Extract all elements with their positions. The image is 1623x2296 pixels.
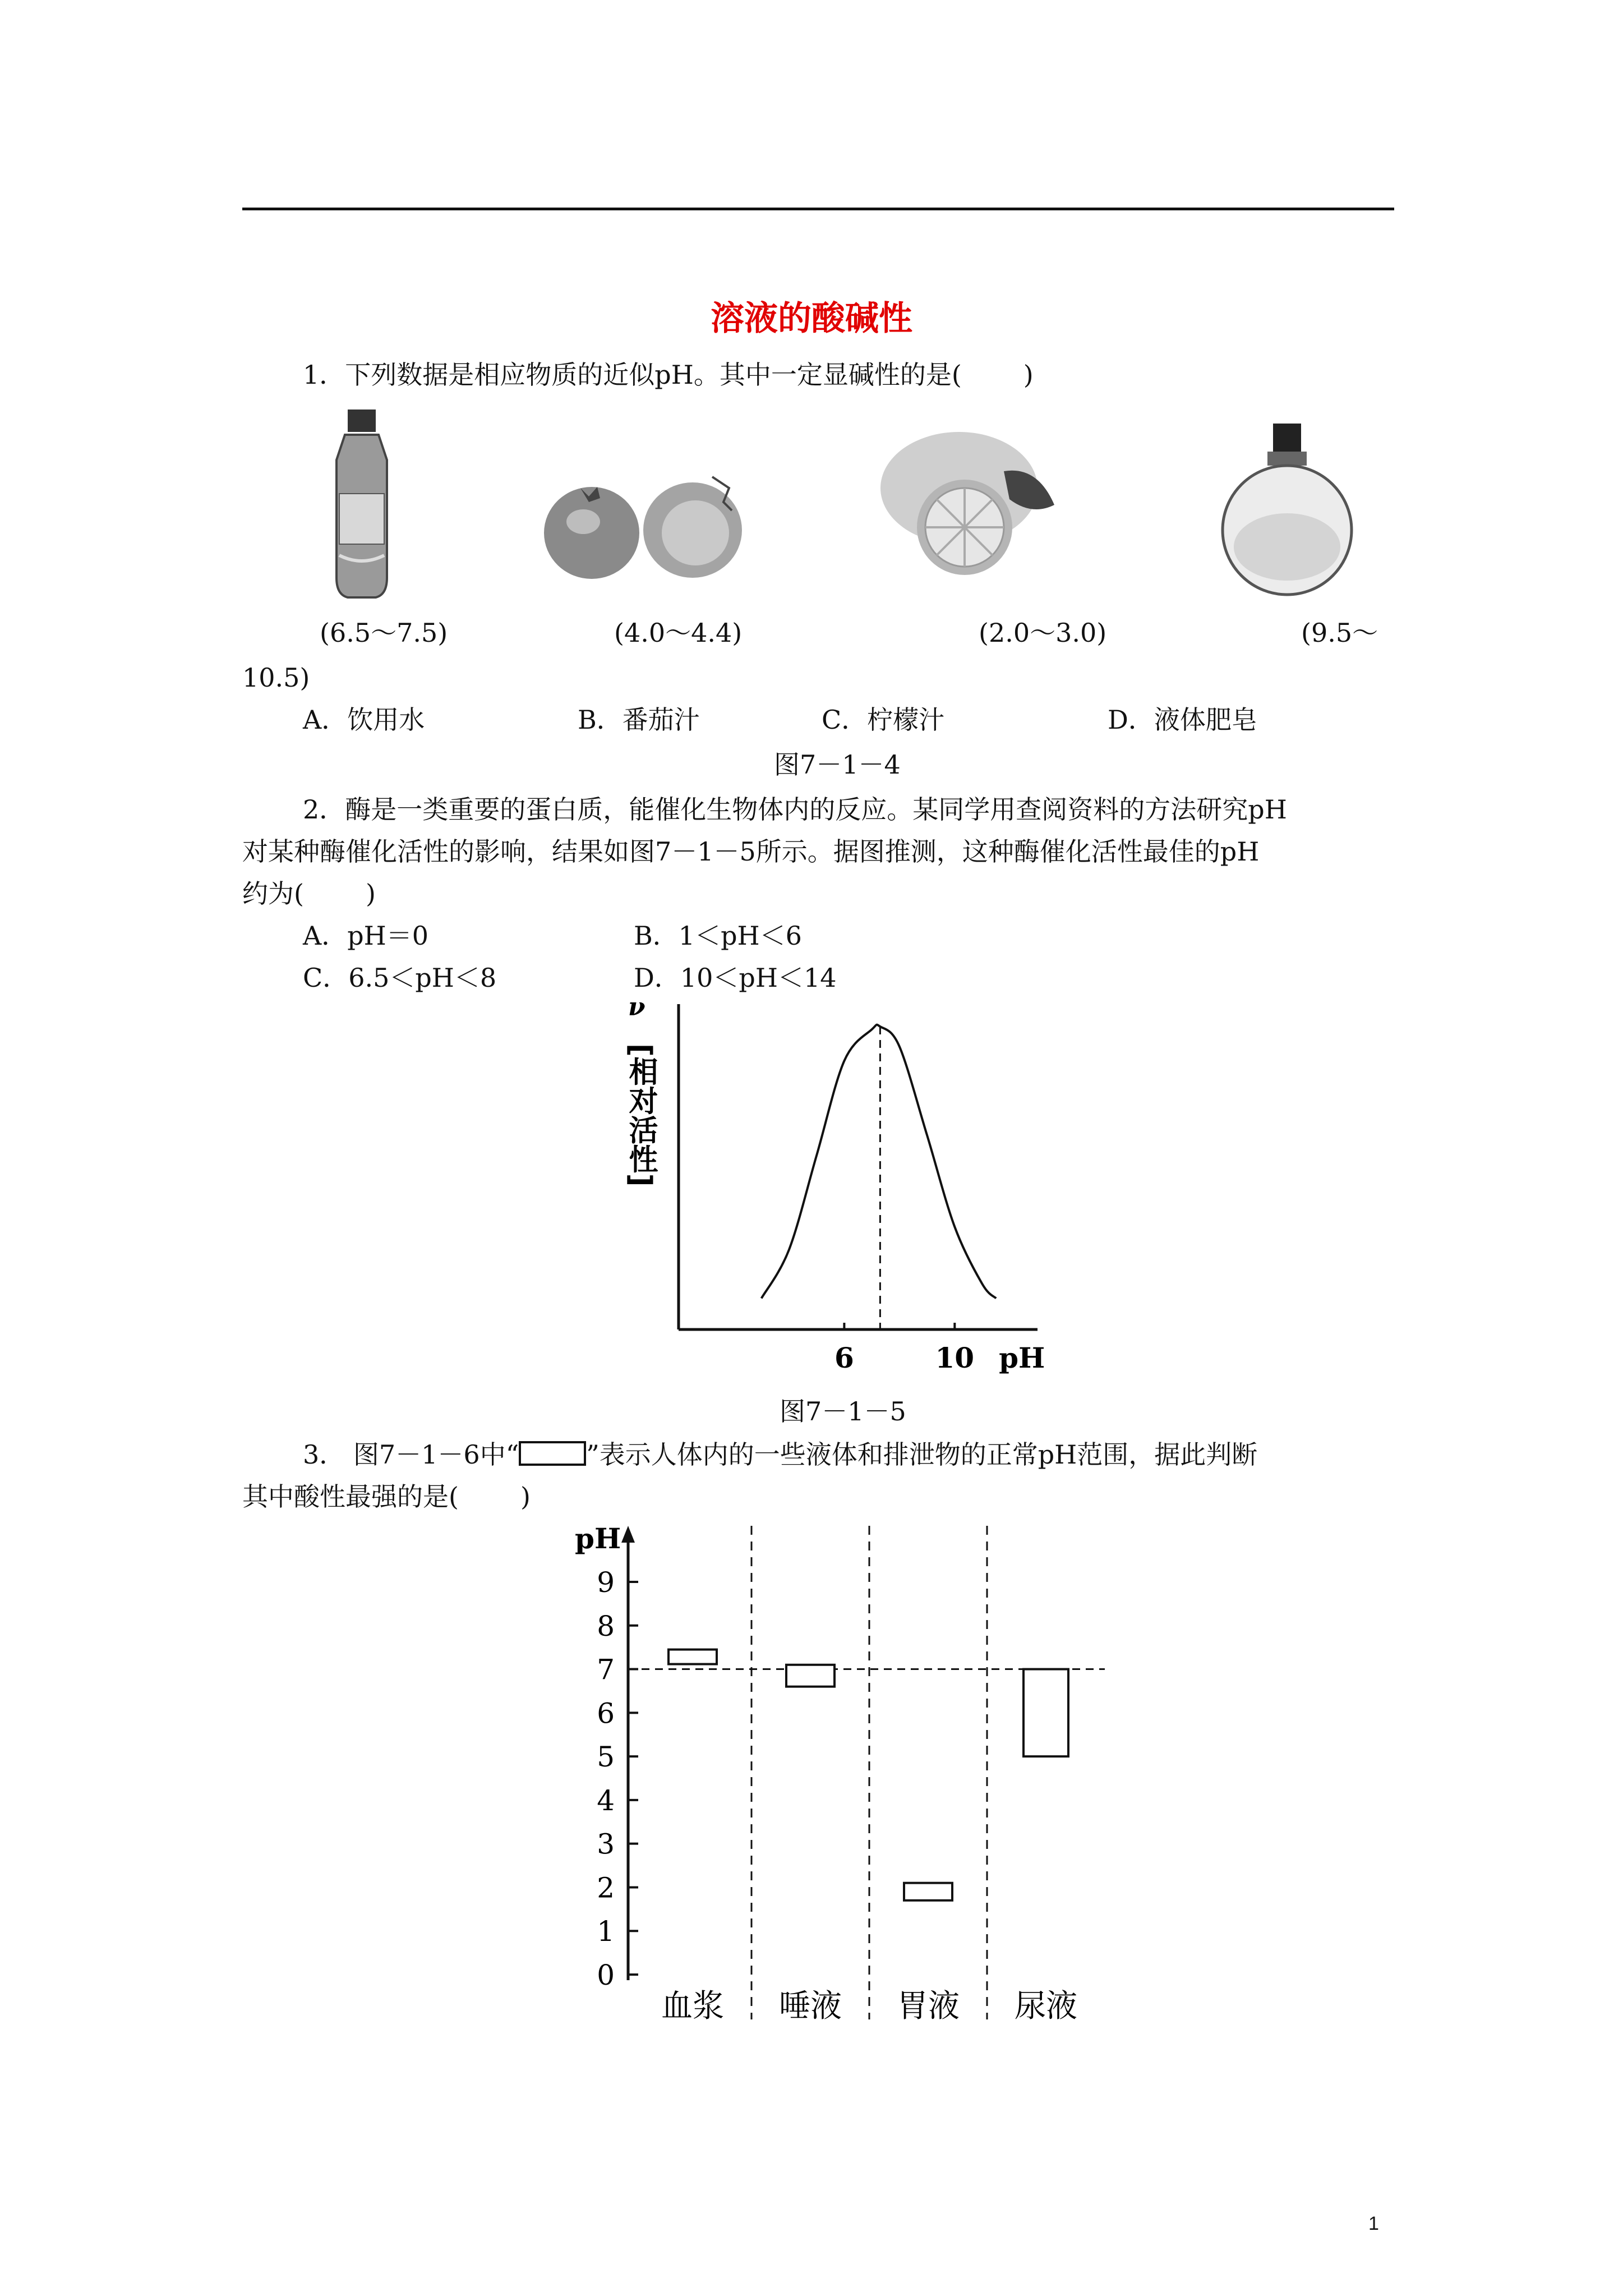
soap-bottle-image: [1217, 424, 1357, 597]
x-tick-label-6: 6: [834, 1341, 854, 1374]
ph-axis-arrow-icon: [621, 1526, 635, 1543]
q2-option-b: B．1＜pH＜6: [634, 921, 802, 951]
y-axis-label: [相对活性]: [624, 1043, 657, 1187]
ph-tick-label-3: 3: [597, 1828, 615, 1861]
x-tick-label-10: 10: [935, 1341, 975, 1374]
tomato-image: [544, 471, 746, 583]
water-bottle-image: [331, 409, 393, 600]
ph-tick-label-9: 9: [597, 1566, 615, 1599]
q2-option-a: A．pH＝0: [303, 921, 429, 951]
enzyme-activity-chart: [606, 993, 1094, 1386]
q2-figure-caption: 图7－1－5: [780, 1396, 906, 1427]
ph-tick-label-4: 4: [597, 1784, 615, 1817]
q1-ph-label-tomato: (4.0～4.4): [614, 618, 743, 648]
q2-line3: 约为( ): [242, 878, 376, 909]
category-label: 唾液: [779, 1988, 842, 2024]
activity-curve: [762, 1025, 996, 1299]
q2-option-c: C．6.5＜pH＜8: [303, 963, 497, 993]
ph-tick-label-0: 0: [597, 1959, 615, 1991]
q3-line1: 3． 图7－1－6中“ ”表示人体内的一些液体和排泄物的正常pH范围，据此判断: [303, 1439, 1258, 1470]
q1-ph-label-soap-cont: 10.5): [242, 662, 310, 693]
ph-range-box: [1023, 1669, 1068, 1757]
ph-tick-label-8: 8: [597, 1609, 615, 1642]
y-axis-symbol: ν: [628, 993, 645, 1022]
page-number: 1: [1368, 2213, 1379, 2234]
header-rule: [242, 208, 1394, 210]
q1-option-a: A．饮用水: [303, 705, 425, 735]
ph-range-box: [786, 1665, 834, 1687]
ph-tick-label-1: 1: [597, 1915, 615, 1948]
q2-option-d: D．10＜pH＜14: [634, 963, 837, 993]
x-axis-label: pH: [999, 1341, 1045, 1374]
category-label: 血浆: [661, 1988, 724, 2024]
q3-line2: 其中酸性最强的是( ): [242, 1481, 531, 1512]
ph-tick-label-6: 6: [597, 1697, 615, 1730]
page-title: 溶液的酸碱性: [711, 299, 912, 338]
q1-option-c: C．柠檬汁: [822, 705, 945, 735]
category-label: 胃液: [897, 1988, 960, 2024]
q1-ph-label-lemon: (2.0～3.0): [979, 618, 1107, 648]
category-label: 尿液: [1015, 1988, 1077, 2024]
q1-option-b: B．番茄汁: [578, 705, 700, 735]
lemon-image: [875, 432, 1077, 583]
q1-figure-caption: 图7－1－4: [774, 749, 901, 780]
range-box-legend-icon: [519, 1441, 586, 1466]
q1-stem: 1．下列数据是相应物质的近似pH。其中一定显碱性的是( ): [303, 360, 1034, 390]
body-fluid-ph-chart: [566, 1515, 1127, 2036]
ph-axis-title: pH: [575, 1522, 621, 1555]
q1-ph-label-soap: (9.5～: [1301, 618, 1378, 648]
q1-ph-label-water: (6.5～7.5): [320, 618, 448, 648]
q2-line2: 对某种酶催化活性的影响，结果如图7－1－5所示。据图推测，这种酶催化活性最佳的pH: [242, 836, 1260, 867]
ph-tick-label-7: 7: [597, 1653, 615, 1686]
q1-option-d: D．液体肥皂: [1108, 705, 1257, 735]
ph-tick-label-2: 2: [597, 1871, 615, 1904]
ph-range-box: [904, 1883, 952, 1901]
ph-tick-label-5: 5: [597, 1741, 615, 1774]
q2-line1: 2．酶是一类重要的蛋白质，能催化生物体内的反应。某同学用查阅资料的方法研究pH: [303, 794, 1287, 825]
ph-range-box: [668, 1650, 717, 1664]
